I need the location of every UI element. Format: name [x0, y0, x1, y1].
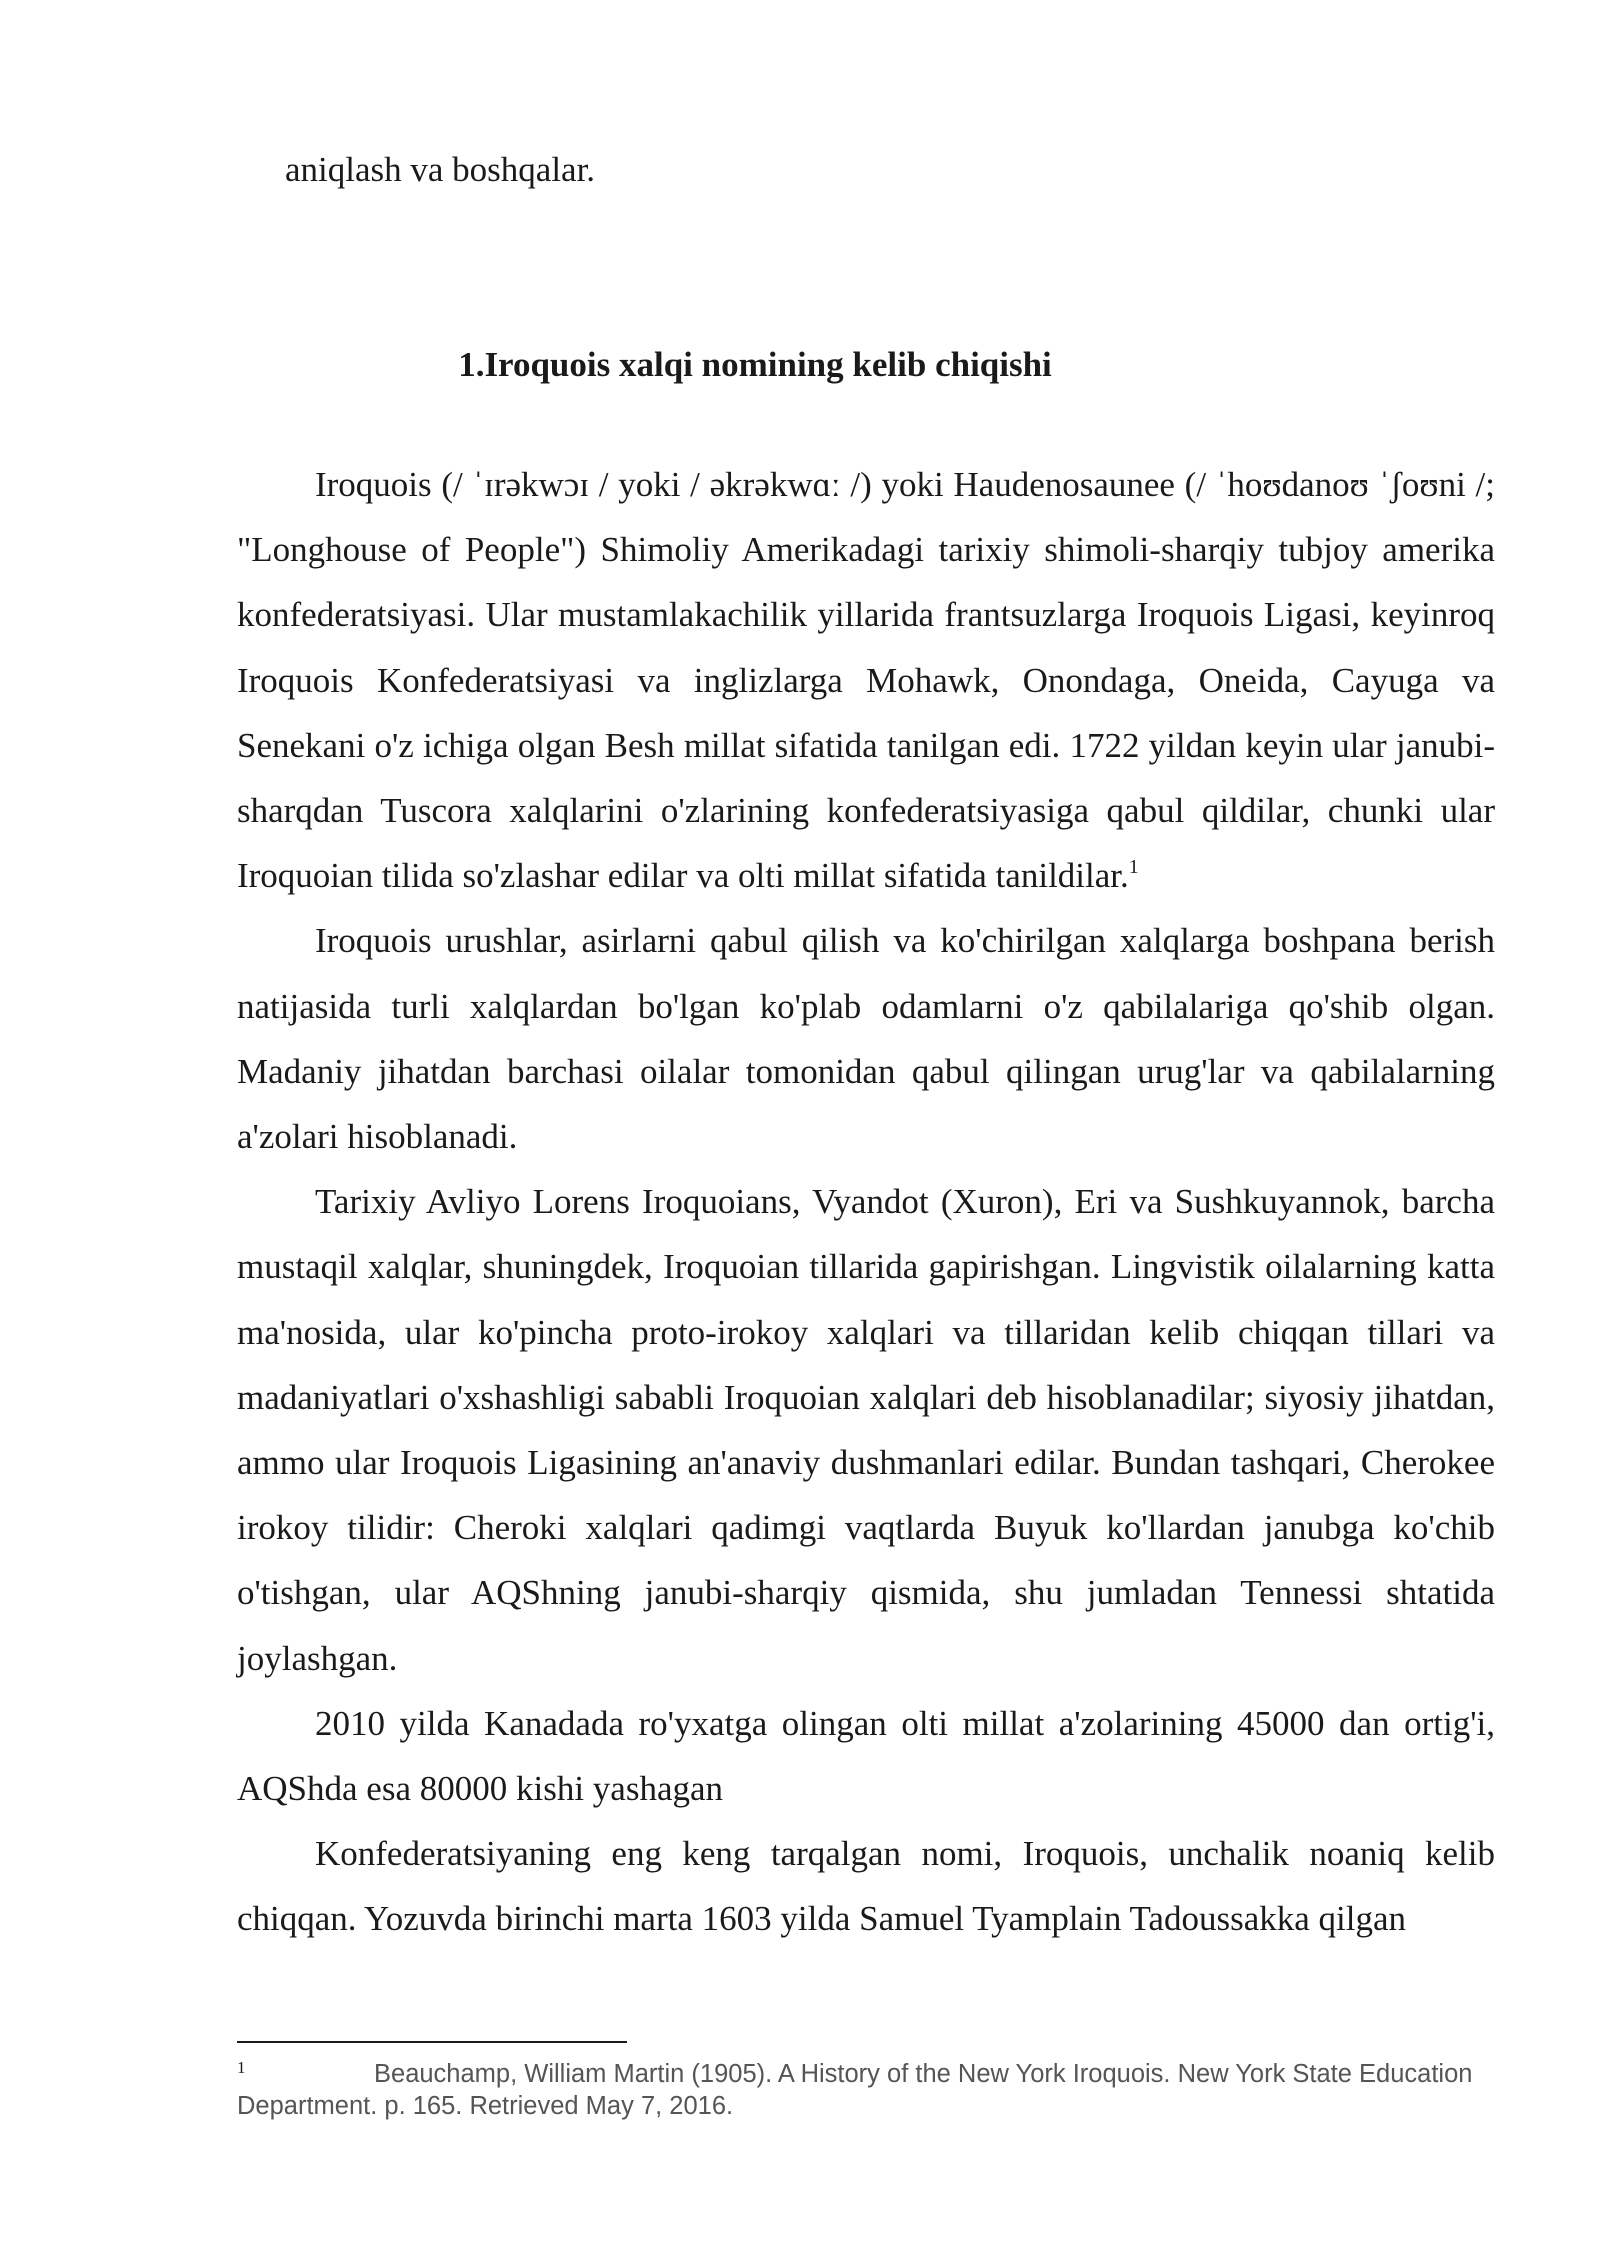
- paragraph: [237, 1691, 1495, 1821]
- paragraph: [237, 1821, 1495, 1951]
- paragraph-text: Konfederatsiyaning eng keng tarqalgan nomi, Iroquois, unchalik noaniq kelib chiqqan. Yozuvda birinchi marta 1603 yilda Samuel Tyamplain Tadoussakka qilgan: [237, 1834, 1495, 1939]
- paragraph-text: Tarixiy Avliyo Lorens Iroquoians, Vyandot (Xuron), Eri va Sushkuyannok, barcha mustaqil xalqlar, shuningdek, Iroquoian tillarida gapirishgan. Lingvistik oilalarning katta ma'nosida, ular ko'pincha proto-irokoy xalqlari va tillaridan kelib chiqqan tillari va madaniyatlari o'xshashligi sababli Iroquoian xalqlari deb hisoblanadilar; siyosiy jihatdan, ammo ular Iroquois Ligasining an'anaviy dushmanlari edilar. Bundan tashqari, Cherokee irokoy tilidir: Cheroki xalqlari qadimgi vaqtlarda Buyuk ko'llardan janubga ko'chib o'tishgan, ular AQShning janubi-sharqiy qismida, shu jumladan Tennessi shtatida joylashgan.: [237, 1182, 1495, 1678]
- paragraph-text: 2010 yilda Kanadada ro'yxatga olingan olti millat a'zolarining 45000 dan ortig'i, AQShda esa 80000 kishi yashagan: [237, 1703, 1495, 1809]
- paragraph: [237, 1169, 1495, 1691]
- paragraph-text: Iroquois urushlar, asirlarni qabul qilish va ko'chirilgan xalqlarga boshpana berish natijasida turli xalqlardan bo'lgan ko'plab odamlarni o'z qabilalariga qo'shib olgan. Madaniy jihatdan barchasi oilalar tomonidan qabul qilingan urug'lar va qabilalarning a'zolari hisoblanadi.: [237, 921, 1495, 1157]
- footnote-number: 1: [237, 2058, 246, 2077]
- footnote-separator: [237, 2041, 627, 2043]
- footnote-text: Beauchamp, William Martin (1905). A History of the New York Iroquois. New York State Education Department. p. 165. Retrieved May 7, 2016.: [237, 2060, 1473, 2120]
- continued-text-line: aniqlash va boshqalar.: [285, 150, 596, 189]
- paragraph: [237, 908, 1495, 1169]
- footnote: [237, 2052, 1495, 2122]
- body-text: [237, 452, 1495, 1952]
- footnote-reference[interactable]: 1: [1128, 856, 1139, 879]
- paragraph: [237, 452, 1495, 908]
- paragraph-text: Iroquois (/ ˈɪrəkwɔɪ / yoki / əkrəkwɑː /) yoki Haudenosaunee (/ ˈhoʊdanoʊ ˈʃoʊni /; "Longhouse of People") Shimoliy Amerikadagi tarixiy shimoli-sharqiy tubjoy amerika konfederatsiyasi. Ular mustamlakachilik yillarida frantsuzlarga Iroquois Ligasi, keyinroq Iroquois Konfederatsiyasi va inglizlarga Mohawk, Onondaga, Oneida, Cayuga va Senekani o'z ichiga olgan Besh millat sifatida tanilgan edi. 1722 yildan keyin ular janubi-sharqdan Tuscora xalqlarini o'zlarining konfederatsiyasiga qabul qildilar, chunki ular Iroquoian tilida so'zlashar edilar va olti millat sifatida tanildilar.: [237, 465, 1495, 896]
- section-heading: 1.Iroquois xalqi nomining kelib chiqishi: [458, 345, 1052, 384]
